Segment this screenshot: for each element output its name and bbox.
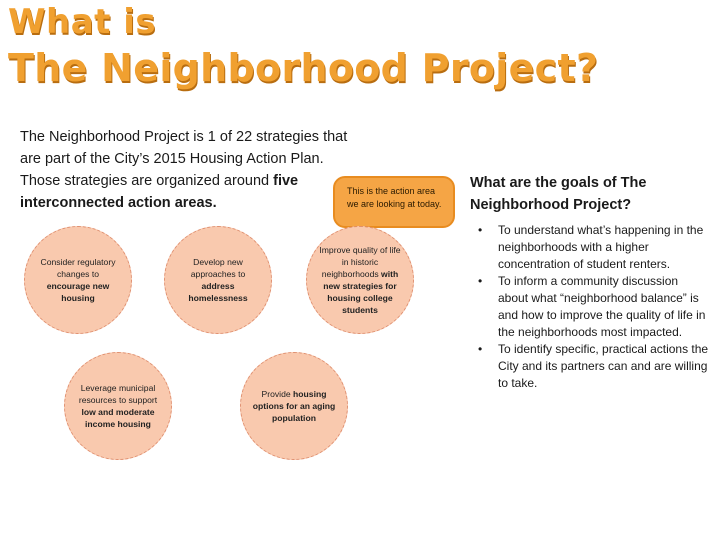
circle-1-bold: encourage new housing	[46, 281, 110, 303]
callout-bubble	[333, 176, 455, 228]
bullet-1: •	[478, 223, 483, 237]
circle-2-bold: address homelessness	[188, 281, 248, 303]
goal-item	[474, 222, 710, 273]
circle-5-bold: housing options for an aging population	[252, 389, 336, 423]
action-area-circle-4	[64, 352, 172, 460]
title-line-1: What is	[8, 2, 157, 42]
circle-2-text: Develop new approaches to	[190, 257, 246, 279]
circle-4-text: Leverage municipal resources to support	[78, 383, 158, 405]
callout-text: This is the action area we are looking at today.	[347, 186, 442, 209]
goals-heading: What are the goals of The Neighborhood Project?	[470, 175, 647, 213]
circle-1-text: Consider regulatory changes to	[40, 257, 116, 279]
bullet-2: •	[478, 274, 483, 288]
circle-5-text: Provide	[261, 389, 294, 399]
action-area-circle-5	[240, 352, 348, 460]
action-area-circle-2	[164, 226, 272, 334]
circle-3-text: Improve quality of life in historic neighborhoods	[319, 245, 401, 279]
bullet-3: •	[478, 342, 483, 356]
intro-bold: five interconnected action areas.	[20, 173, 299, 211]
goal-item	[474, 341, 710, 392]
action-area-circle-1	[24, 226, 132, 334]
goal-2-text: To inform a community discussion about what “neighborhood balance” is and how to improve the quality of life in the neighborhoods most impacted.	[498, 274, 706, 339]
action-area-circle-3	[306, 226, 414, 334]
goal-item	[474, 273, 710, 341]
circle-3-bold: with new strategies for housing college students	[323, 269, 399, 315]
intro-paragraph	[20, 126, 365, 214]
circle-4-bold: low and moderate income housing	[81, 407, 155, 429]
title-line-2: The Neighborhood Project?	[8, 46, 599, 90]
goal-1-text: To understand what’s happening in the neighborhoods with a higher concentration of student renters.	[498, 223, 704, 271]
goal-3-text: To identify specific, practical actions the City and its partners can and are willing to take.	[498, 342, 709, 390]
intro-text: The Neighborhood Project is 1 of 22 strategies that are part of the City’s 2015 Housing Action Plan. Those strategies are organized around	[20, 129, 348, 189]
goals-list	[474, 222, 710, 392]
